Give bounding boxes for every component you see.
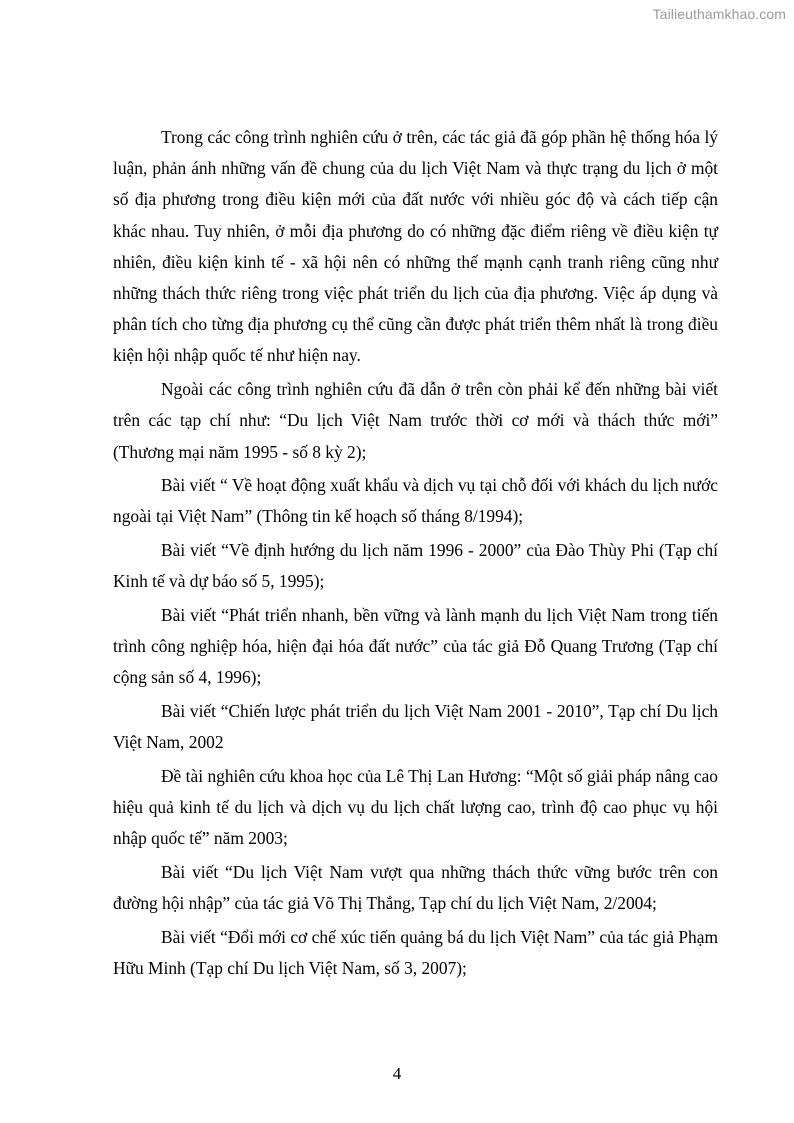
paragraph-reference-promotion: Bài viết “Đổi mới cơ chế xúc tiến quảng bá du lịch Việt Nam” của tác giả Phạm Hữu Minh (Tạp chí Du lịch Việt Nam, số 3, 2007);	[113, 927, 718, 979]
paragraph-reference-sustainable: Bài viết “Phát triển nhanh, bền vững và lành mạnh du lịch Việt Nam trong tiến trình công nghiệp hóa, hiện đại hóa đất nước” của tác giả Đỗ Quang Trương (Tạp chí cộng sản số 4, 1996);	[113, 605, 718, 688]
paragraph-reference-orientation: Bài viết “Về định hướng du lịch năm 1996 - 2000” của Đào Thùy Phi (Tạp chí Kinh tế và dự báo số 5, 1995);	[113, 540, 718, 592]
paragraph-reference-research: Đề tài nghiên cứu khoa học của Lê Thị Lan Hương: “Một số giải pháp nâng cao hiệu quả kinh tế du lịch và dịch vụ du lịch chất lượng cao, trình độ cao phục vụ hội nhập quốc tế” năm 2003;	[113, 766, 718, 849]
paragraph-reference-export: Bài viết “ Về hoạt động xuất khẩu và dịch vụ tại chỗ đối với khách du lịch nước ngoài tại Việt Nam” (Thông tin kế hoạch số tháng 8/1994);	[113, 475, 718, 527]
paragraph-journal-intro: Ngoài các công trình nghiên cứu đã dẫn ở trên còn phải kể đến những bài viết trên các tạp chí như: “Du lịch Việt Nam trước thời cơ mới và thách thức mới” (Thương mại năm 1995 - số 8 kỳ 2);	[113, 379, 718, 462]
paragraph-summary: Trong các công trình nghiên cứu ở trên, các tác giả đã góp phần hệ thống hóa lý luận, phản ánh những vấn đề chung của du lịch Việt Nam và thực trạng du lịch ở một số địa phương trong điều kiện mới của đất nước với nhiều góc độ và cách tiếp cận khác nhau. Tuy nhiên, ở mỗi địa phương do có những đặc điểm riêng về điều kiện tự nhiên, điều kiện kinh tế - xã hội nên có những thế mạnh cạnh tranh riêng cũng như những thách thức riêng trong việc phát triển du lịch của địa phương. Việc áp dụng và phân tích cho từng địa phương cụ thể cũng cần được phát triển thêm nhất là trong điều kiện hội nhập quốc tế như hiện nay.	[113, 127, 718, 366]
paragraph-reference-integration: Bài viết “Du lịch Việt Nam vượt qua những thách thức vững bước trên con đường hội nhập” của tác giả Võ Thị Thắng, Tạp chí du lịch Việt Nam, 2/2004;	[113, 862, 718, 914]
page-number: 4	[392, 1064, 402, 1083]
document-body	[113, 122, 718, 987]
paragraph-reference-strategy: Bài viết “Chiến lược phát triển du lịch Việt Nam 2001 - 2010”, Tạp chí Du lịch Việt Nam, 2002	[113, 701, 718, 753]
watermark: Tailieuthamkhao.com	[652, 6, 786, 22]
